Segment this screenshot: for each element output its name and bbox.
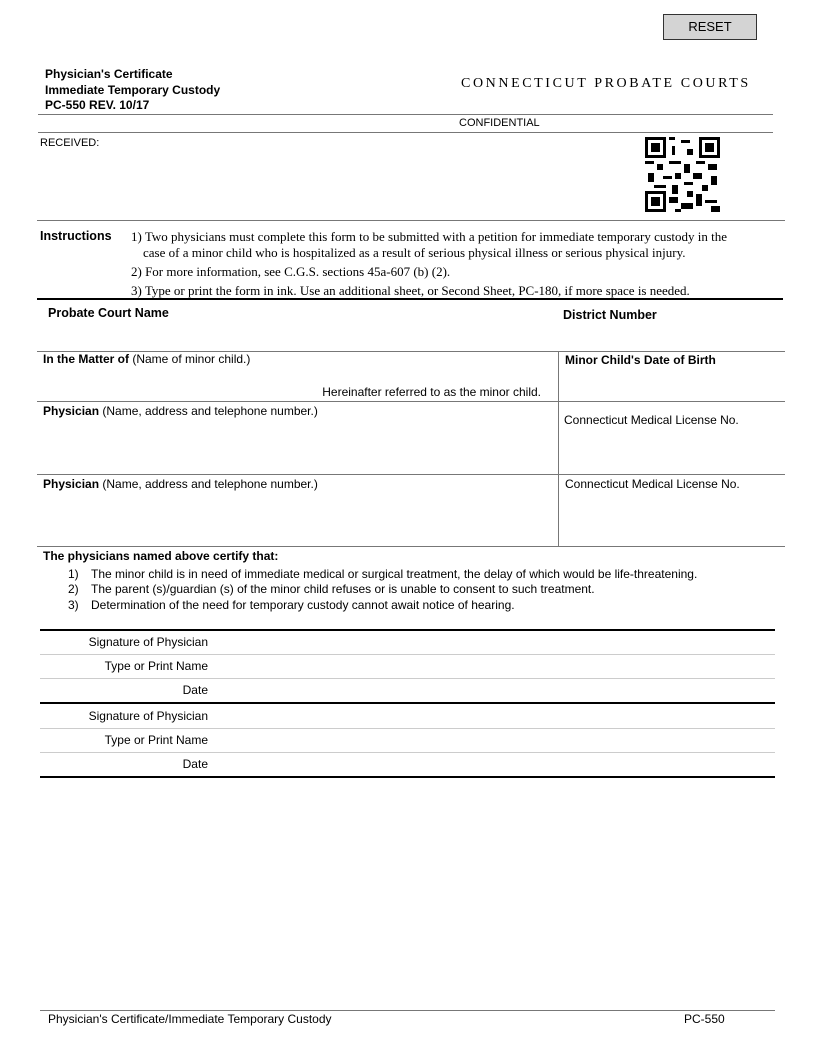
- reset-button[interactable]: RESET: [663, 14, 757, 40]
- minor-child-name-input[interactable]: [43, 367, 553, 385]
- physician-label-bold: Physician: [43, 477, 100, 491]
- instruction-item: 1) Two physicians must complete this form to be submitted with a petition for immediate temporary custody in the: [131, 229, 728, 244]
- instruction-item: 3) Type or print the form in ink. Use an additional sheet, or Second Sheet, PC-180, if more space is needed.: [131, 283, 690, 298]
- column-divider: [558, 351, 559, 546]
- instructions-label: Instructions: [40, 229, 112, 243]
- signature-label: Signature of Physician: [88, 709, 208, 723]
- instruction-item: case of a minor child who is hospitalized as a result of serious physical illness or serious physical injury.: [143, 245, 686, 260]
- footer-title: Physician's Certificate/Immediate Temporary Custody: [48, 1012, 332, 1026]
- print-name-label: Type or Print Name: [104, 733, 208, 747]
- print-name-label: Type or Print Name: [104, 659, 208, 673]
- divider: [40, 752, 775, 753]
- footer-form-number: PC-550: [684, 1012, 725, 1026]
- date-label: Date: [182, 757, 208, 771]
- confidential-label: CONFIDENTIAL: [459, 117, 540, 129]
- physician-1-label: [43, 404, 318, 418]
- signature-label: Signature of Physician: [88, 635, 208, 649]
- dob-input[interactable]: [565, 370, 780, 396]
- divider: [40, 629, 775, 631]
- certify-item-number: 1): [68, 567, 79, 581]
- matter-label: [43, 352, 250, 366]
- certify-item-number: 3): [68, 598, 79, 612]
- form-number: PC-550 REV. 10/17: [45, 98, 150, 112]
- dob-label: Minor Child's Date of Birth: [565, 353, 716, 367]
- form-title-line: Immediate Temporary Custody: [45, 82, 221, 97]
- hereinafter-note: Hereinafter referred to as the minor child.: [322, 385, 541, 399]
- certify-item: The parent (s)/guardian (s) of the minor child refuses or is unable to consent to such treatment.: [91, 582, 595, 596]
- signature-1-input[interactable]: [215, 633, 773, 653]
- received-label: RECEIVED:: [40, 137, 100, 149]
- license-2-label: Connecticut Medical License No.: [565, 477, 740, 491]
- divider: [40, 678, 775, 679]
- probate-court-name-label: Probate Court Name: [48, 306, 169, 320]
- court-name-header: CONNECTICUT PROBATE COURTS: [461, 76, 751, 91]
- certify-item-number: 2): [68, 582, 79, 596]
- divider: [40, 728, 775, 729]
- district-number-label: District Number: [563, 308, 657, 322]
- date-label: Date: [182, 683, 208, 697]
- divider: [37, 474, 785, 475]
- physician-1-input[interactable]: [43, 420, 553, 470]
- divider: [38, 132, 773, 133]
- certify-item: The minor child is in need of immediate medical or surgical treatment, the delay of which would be life-threatening.: [91, 567, 698, 581]
- divider: [37, 401, 785, 402]
- physician-label-bold: Physician: [43, 404, 100, 418]
- divider: [38, 114, 773, 115]
- qr-code-icon: [645, 137, 720, 212]
- form-title-line: Physician's Certificate: [45, 67, 173, 81]
- divider: [40, 654, 775, 655]
- physician-label-note: (Name, address and telephone number.): [99, 477, 318, 491]
- instruction-item: 2) For more information, see C.G.S. sections 45a-607 (b) (2).: [131, 264, 451, 279]
- date-1-input[interactable]: [215, 681, 773, 701]
- date-2-input[interactable]: [215, 755, 773, 775]
- license-2-input[interactable]: [565, 493, 780, 543]
- print-name-1-input[interactable]: [215, 657, 773, 677]
- certify-heading: The physicians named above certify that:: [43, 549, 279, 563]
- signature-2-input[interactable]: [215, 706, 773, 726]
- divider: [37, 546, 785, 547]
- license-1-label: Connecticut Medical License No.: [564, 413, 739, 427]
- divider: [37, 298, 783, 300]
- license-1-input[interactable]: [564, 430, 779, 470]
- footer-divider: [40, 1010, 775, 1011]
- matter-label-note: (Name of minor child.): [129, 352, 251, 366]
- certify-item: Determination of the need for temporary custody cannot await notice of hearing.: [91, 598, 515, 612]
- probate-court-name-input[interactable]: [48, 322, 548, 348]
- district-number-input[interactable]: [563, 324, 773, 348]
- divider: [40, 702, 775, 704]
- form-title: [45, 67, 220, 114]
- divider: [37, 220, 785, 221]
- physician-2-input[interactable]: [43, 493, 553, 543]
- matter-label-bold: In the Matter of: [43, 352, 129, 366]
- divider: [40, 776, 775, 778]
- print-name-2-input[interactable]: [215, 731, 773, 751]
- physician-2-label: [43, 477, 318, 491]
- physician-label-note: (Name, address and telephone number.): [99, 404, 318, 418]
